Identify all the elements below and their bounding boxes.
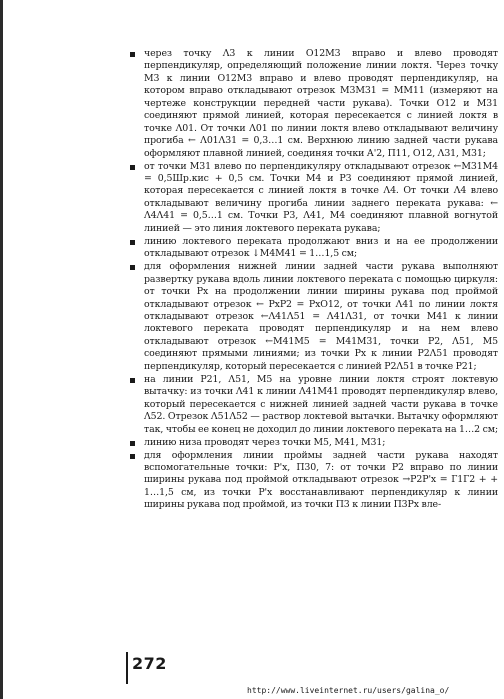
- list-item: [126, 450, 498, 512]
- bullet-icon: [130, 378, 135, 383]
- page-number-rule: [126, 652, 128, 684]
- list-item-text: через точку Λ3 к линии O12M3 вправо и влево проводят перпендикуляр, определяющий положение линии локтя. Через точку M3 к линии O12M3 вправо и влево проводят перпендикуляр, на котором вправо откладывают отрезок M3M31 = MM11 (измеряют на чертеже конструкции передней части рукава). Точки O12 и M31 соединяют прямой линией, которая пересекается с линией локтя в точке Λ01. От точки Λ01 по линии локтя влево откладывают величину прогиба ← Λ01Λ31 = 0,3…1 см. Верхнюю линию задней части рукава оформляют плавной линией, соединяя точки А'2, П11, O12, Λ31, M31;: [144, 48, 498, 159]
- list-item: [126, 161, 498, 236]
- list-item-text: от точки M31 влево по перпендикуляру откладывают отрезок ←M31M4 = 0,5Шр.кис + 0,5 см. Точки M4 и Р3 соединяют прямой линией, которая пересекается с линией локтя в точке Λ4. От точки Λ4 влево откладывают величину прогиба линии заднего переката рукава: ← Λ4Λ41 = 0,5…1 см. Точки Р3, Λ41, M4 соединяют плавной вогнутой линией — это линия локтевого переката рукава;: [144, 160, 498, 234]
- bullet-icon: [130, 265, 135, 270]
- list-item-text: на линии Р21, Λ51, M5 на уровне линии локтя строят локтевую вытачку: из точки Λ41 к линии Λ41M41 проводят перпендикуляр влево, который пересекается с нижней линией задней части рукава в точке Λ52. Отрезок Λ51Λ52 — раствор локтевой вытачки. Вытачку оформляют так, чтобы ее конец не доходил до линии локтевого переката на 1…2 см;: [144, 373, 499, 435]
- bullet-icon: [130, 454, 135, 459]
- scan-edge: [0, 0, 3, 699]
- list-item: [126, 437, 498, 449]
- list-item: [126, 261, 498, 373]
- list-item: [126, 374, 498, 436]
- list-item: [126, 48, 498, 160]
- page-body: [126, 48, 498, 512]
- instruction-list: [126, 48, 498, 512]
- watermark-url[interactable]: http://www.liveinternet.ru/users/galina_o/: [247, 686, 450, 695]
- list-item-text: для оформления нижней линии задней части рукава выполняют развертку рукава вдоль линии локтевого переката с помощью циркуля: от точки Рх на продолжении линии ширины рукава под проймой откладывают отрезок ← РхР2 = РхO12, от точки Λ41 по линии локтя откладывают отрезок ←Λ41Λ51 = Λ41Λ31, от точки M41 к линии локтевого переката проводят перпендикуляр и на нем влево откладывают отрезок ←M41M5 = M41M31, точки Р2, Λ51, M5 соединяют прямыми линиями; из точки Рх к линии Р2Λ51 проводят перпендикуляр, который пересекается с линией Р2Λ51 в точке Р21;: [144, 261, 498, 372]
- bullet-icon: [130, 52, 135, 57]
- bullet-icon: [130, 240, 135, 245]
- list-item-text: для оформления линии проймы задней части рукава находят вспомогательные точки: Р'х, П30, 7: от точки Р2 вправо по линии ширины рукава под проймой откладывают отрезок →Р2Р'х = Г1Г2 + + 1…1,5 см, из точки Р'х восстанавливают перпендикуляр к линии ширины рукава под проймой, из точки П3 к линии П3Рх вле-: [144, 449, 498, 511]
- bullet-icon: [130, 441, 135, 446]
- list-item: [126, 236, 498, 261]
- list-item-text: линию низа проводят через точки M5, M41, M31;: [144, 436, 386, 448]
- bullet-icon: [130, 165, 135, 170]
- page-number: 272: [132, 654, 167, 673]
- list-item-text: линию локтевого переката продолжают вниз и на ее продолжении откладывают отрезок ↓M4M41 = 1…1,5 см;: [144, 235, 498, 260]
